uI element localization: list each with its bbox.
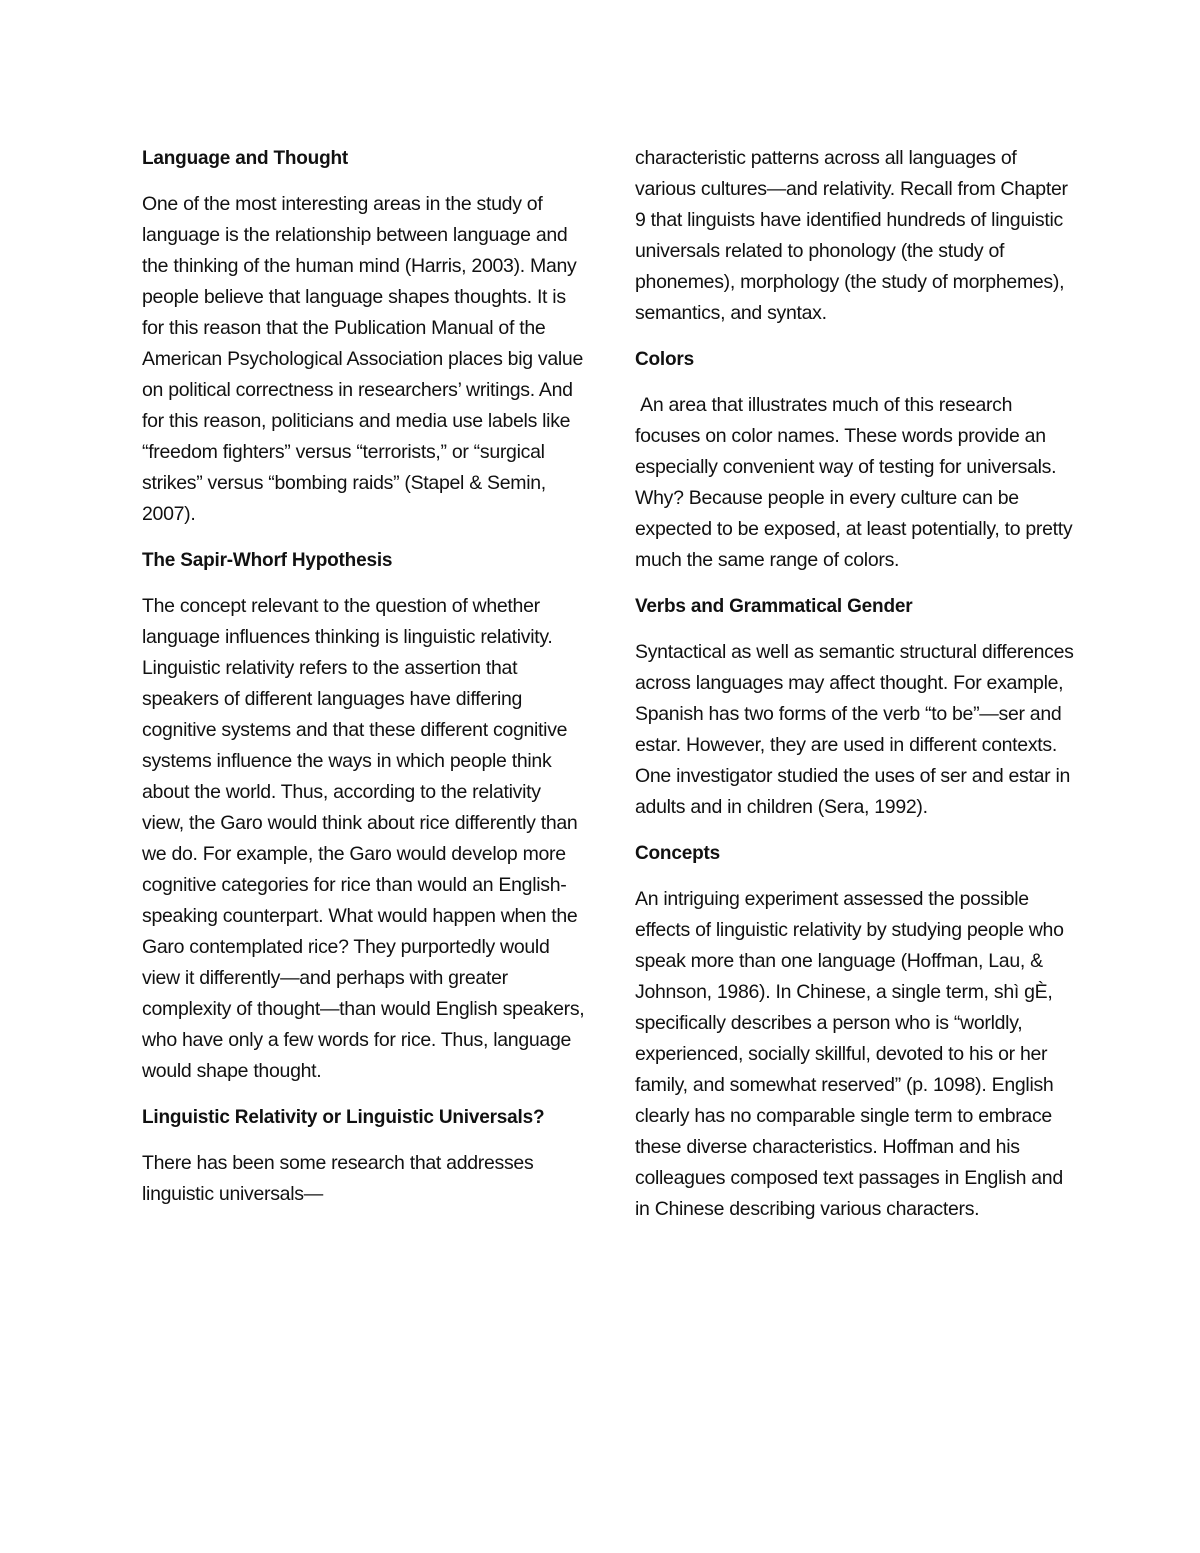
paragraph-intro: One of the most interesting areas in the study of language is the relationship between language and the thinking of the human mind (Harris, 2003). Many people believe that language shapes thoughts. It is for this reason that the Publication Manual of the American Psychological Association places big value on political correctness in researchers’ writings. And for this reason, politicians and media use labels like “freedom fighters” versus “terrorists,” or “surgical strikes” versus “bombing raids” (Stapel & Semin, 2007). bbox=[142, 193, 584, 525]
heading-concepts: Concepts bbox=[635, 843, 720, 864]
paragraph-colors-text: An area that illustrates much of this research focuses on color names. These words provide an especially convenient way of testing for universals. Why? Because people in every culture can be expected to be exposed, at least potentially, to pretty much the same range of colors. bbox=[635, 394, 1073, 571]
paragraph-concepts: An intriguing experiment assessed the possible effects of linguistic relativity by studying people who speak more than one language (Hoffman, Lau, & Johnson, 1986). In Chinese, a single term, shì gÈ, specifically describes a person who is “worldly, experienced, socially skillful, devoted to his or her family, and somewhat reserved” (p. 1098). English clearly has no comparable single term to embrace these diverse characteristics. Hoffman and his colleagues composed text passages in English and in Chinese describing various characters. bbox=[635, 888, 1064, 1220]
paragraph-sapir-whorf: The concept relevant to the question of whether language influences thinking is linguistic relativity. Linguistic relativity refers to the assertion that speakers of different languages have differing cognitive systems and that these different cognitive systems influence the ways in which people think about the world. Thus, according to the relativity view, the Garo would think about rice differently than we do. For example, the Garo would develop more cognitive categories for rice than would an English-speaking counterpart. What would happen when the Garo contemplated rice? They purportedly would view it differently—and perhaps with greater complexity of thought—than would English speakers, who have only a few words for rice. Thus, language would shape thought. bbox=[142, 595, 585, 1082]
heading-sapir-whorf: The Sapir-Whorf Hypothesis bbox=[142, 550, 393, 571]
paragraph-universals-continued: characteristic patterns across all languages of various cultures—and relativity. Recall from Chapter 9 that linguists have identified hundreds of linguistic universals related to phonology (the study of phonemes), morphology (the study of morphemes), semantics, and syntax. bbox=[635, 147, 1068, 324]
left-column bbox=[142, 143, 587, 1225]
heading-language-and-thought: Language and Thought bbox=[142, 148, 349, 169]
paragraph-colors bbox=[635, 390, 1080, 576]
paragraph-universals-start: There has been some research that addresses linguistic universals— bbox=[142, 1152, 534, 1205]
heading-relativity-or-universals: Linguistic Relativity or Linguistic Universals? bbox=[142, 1107, 545, 1128]
heading-verbs-gender: Verbs and Grammatical Gender bbox=[635, 596, 913, 617]
paragraph-verbs-gender: Syntactical as well as semantic structural differences across languages may affect thought. For example, Spanish has two forms of the verb “to be”—ser and estar. However, they are used in different contexts. One investigator studied the uses of ser and estar in adults and in children (Sera, 1992). bbox=[635, 641, 1074, 818]
heading-colors: Colors bbox=[635, 349, 694, 370]
right-column bbox=[635, 143, 1080, 1240]
